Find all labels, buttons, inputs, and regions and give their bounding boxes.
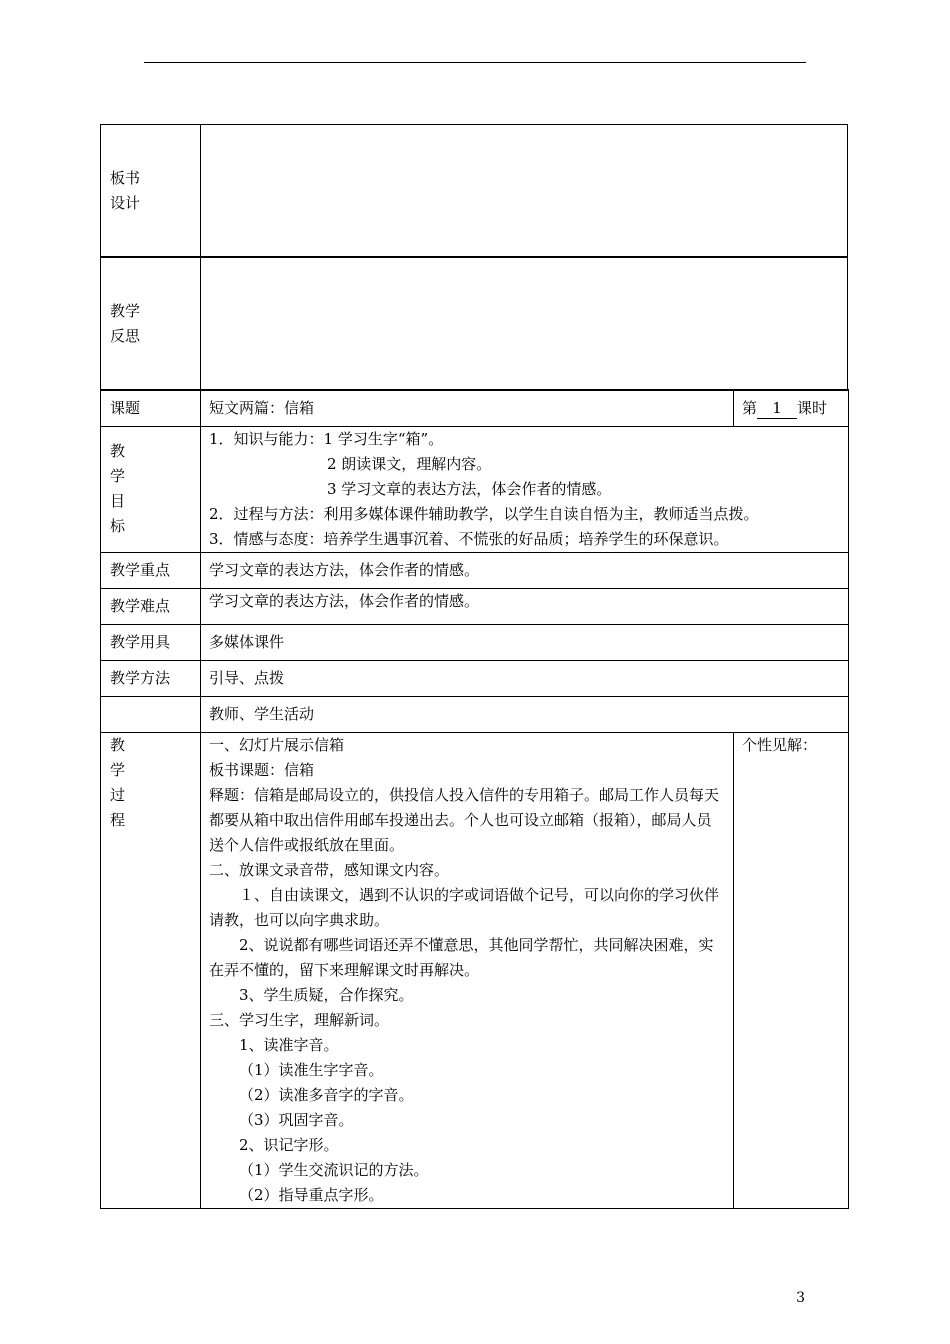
process-line: １、自由读课文，遇到不认识的字或词语做个记号，可以向你的学习伙伴请教，也可以向字典求助。 [209, 885, 720, 929]
header-rule [144, 62, 806, 63]
goal-line: 3 学习文章的表达方法，体会作者的情感。 [327, 479, 612, 498]
process-line: 二、放课文录音带，感知课文内容。 [209, 860, 450, 879]
process-line: （2）读准多音字的字音。 [239, 1085, 414, 1104]
process-line: 释题：信箱是邮局设立的，供投信人投入信件的专用箱子。邮局工作人员每天都要从箱中取出信件用邮车投递出去。个人也可设立邮箱（报箱），邮局人员送个人信件或报纸放在里面。 [209, 785, 720, 854]
process-content [201, 732, 734, 1208]
lesson-number-value: 1 [757, 399, 797, 419]
activity-header-blank [101, 696, 201, 732]
board-design-content[interactable] [201, 125, 848, 258]
goal-line: 2．过程与方法：利用多媒体课件辅助教学，以学生自读自悟为主，教师适当点拨。 [209, 504, 759, 523]
method-label: 教学方法 [101, 660, 201, 696]
process-line: 3、学生质疑，合作探究。 [239, 985, 414, 1004]
process-line: （1）读准生字字音。 [239, 1060, 384, 1079]
goals-label: 教 学 目 标 [101, 426, 201, 552]
topic-value: 短文两篇：信箱 [201, 390, 734, 426]
lesson-number: 第 1 课时 [734, 390, 849, 426]
key-point-label: 教学重点 [101, 552, 201, 588]
board-reflection-table [100, 124, 848, 390]
process-line: （3）巩固字音。 [239, 1110, 354, 1129]
key-point-value: 学习文章的表达方法，体会作者的情感。 [201, 552, 849, 588]
process-line: 板书课题：信箱 [209, 760, 315, 779]
difficulty-label: 教学难点 [101, 588, 201, 624]
activity-header: 教师、学生活动 [201, 696, 849, 732]
topic-row [101, 390, 849, 426]
goals-content [201, 426, 849, 552]
difficulty-value: 学习文章的表达方法，体会作者的情感。 [201, 588, 849, 624]
lesson-plan-table [100, 389, 849, 1209]
method-value: 引导、点拨 [201, 660, 849, 696]
tools-row [101, 624, 849, 660]
process-line: 三、学习生字，理解新词。 [209, 1010, 390, 1029]
tools-value: 多媒体课件 [201, 624, 849, 660]
process-row [101, 732, 849, 1208]
process-line: 2、识记字形。 [239, 1135, 339, 1154]
process-line: 1、读准字音。 [239, 1035, 339, 1054]
topic-label: 课题 [101, 390, 201, 426]
activity-header-row [101, 696, 849, 732]
reflection-row [101, 257, 848, 390]
board-design-label: 板书 设计 [101, 125, 201, 258]
page-number: 3 [796, 1290, 805, 1306]
personal-label: 个性见解： [742, 735, 818, 754]
board-design-row [101, 125, 848, 258]
process-line: 一、幻灯片展示信箱 [209, 735, 345, 754]
process-label: 教 学 过 程 [101, 732, 201, 1208]
process-line: （1）学生交流识记的方法。 [239, 1160, 429, 1179]
difficulty-row [101, 588, 849, 624]
goal-line: 3．情感与态度：培养学生遇事沉着、不慌张的好品质；培养学生的环保意识。 [209, 529, 729, 548]
goal-line: 1．知识与能力：1 学习生字“箱”。 [209, 429, 444, 448]
personal-notes[interactable] [734, 732, 849, 1208]
reflection-content[interactable] [201, 257, 848, 390]
goal-line: 2 朗读课文，理解内容。 [327, 454, 492, 473]
process-line: 2、说说都有哪些词语还弄不懂意思，其他同学帮忙，共同解决困难，实在弄不懂的，留下来理解课文时再解决。 [209, 935, 714, 979]
key-point-row [101, 552, 849, 588]
method-row [101, 660, 849, 696]
tools-label: 教学用具 [101, 624, 201, 660]
goals-row [101, 426, 849, 552]
reflection-label: 教学 反思 [101, 257, 201, 390]
process-line: （2）指导重点字形。 [239, 1185, 384, 1204]
